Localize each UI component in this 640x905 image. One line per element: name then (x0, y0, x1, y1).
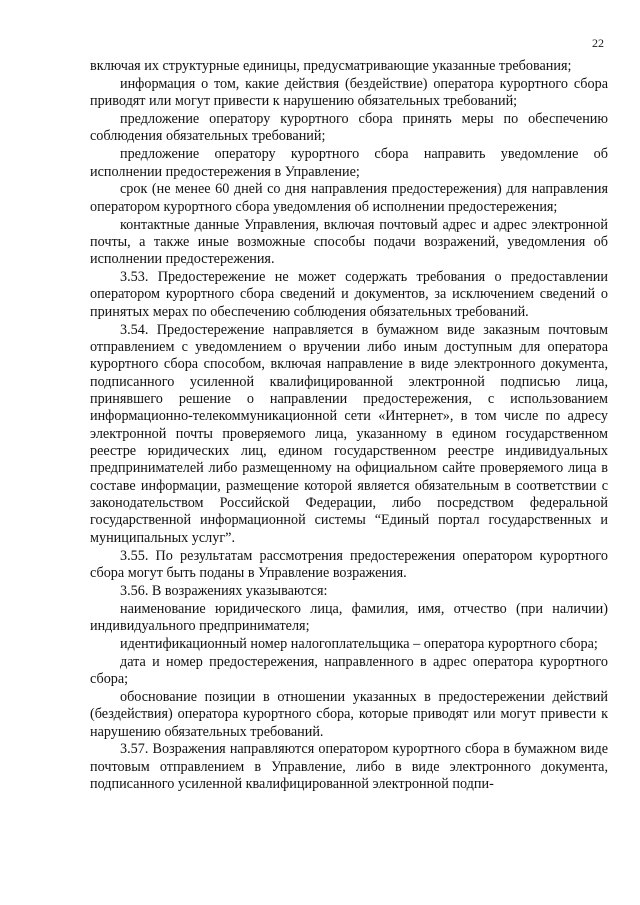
paragraph-5: срок (не менее 60 дней со дня направления предостережения) для направления оператором курортного сбора уведомления об исполнении предостережения; (90, 181, 608, 215)
paragraph-2: информация о том, какие действия (бездействие) оператора курортного сбора приводят или могут привести к нарушению обязательных требований; (90, 75, 608, 110)
paragraph-14: обоснование позиции в отношении указанных в предостережении действий (бездействия) оператора курортного сбора, которые приводят или могут привести к нарушению обязательных требований. (90, 688, 608, 740)
paragraph-1: включая их структурные единицы, предусматривающие указанные требования; (90, 58, 572, 74)
paragraph-3: предложение оператору курортного сбора принять меры по обеспечению соблюдения обязательных требований; (90, 111, 608, 145)
paragraph-12: идентификационный номер налогоплательщика – оператора курортного сбора; (120, 635, 598, 652)
document-body (90, 58, 608, 794)
paragraph-6: контактные данные Управления, включая почтовый адрес и адрес электронной почты, а также иные возможные способы подачи возражений, уведомления об исполнении предостережения. (90, 216, 608, 268)
page-number: 22 (592, 36, 604, 50)
paragraph-3-56: 3.56. В возражениях указываются: (120, 582, 328, 599)
paragraph-3-53: 3.53. Предостережение не может содержать требования о предоставлении оператором курортного сбора сведений и документов, за исключением сведений о принятых мерах по обеспечению соблюдения обязательных требований. (90, 269, 608, 320)
paragraph-13: дата и номер предостережения, направленного в адрес оператора курортного сбора; (90, 653, 608, 688)
paragraph-3-54: 3.54. Предостережение направляется в бумажном виде заказным почтовым отправлением с уведомлением о вручении либо иным доступным для оператора курортного сбора способом, включая направление в виде электронного документа, подписанного усиленной квалифицированной электронной подписью лица, принявшего решение о направлении предостережения, с использованием информационно-телекоммуникационной сети «Интернет», в том числе по адресу электронной почты проверяемого лица, указанному в едином государственном реестре юридических лиц, едином государственном реестре индивидуальных предпринимателей либо размещенному на официальном сайте проверяемого лица в составе информации, размещение которой является обязательным в соответствии с законодательством Российской Федерации, либо посредством федеральной государственной информационной системы “Единый портал государственных и муниципальных услуг”. (90, 321, 608, 546)
paragraph-3-55: 3.55. По результатам рассмотрения предостережения оператором курортного сбора могут быть поданы в Управление возражения. (90, 547, 608, 581)
paragraph-4: предложение оператору курортного сбора направить уведомление об исполнении предостережения в Управление; (90, 146, 608, 180)
paragraph-11: наименование юридического лица, фамилия, имя, отчество (при наличии) индивидуального предпринимателя; (90, 600, 608, 634)
paragraph-3-57: 3.57. Возражения направляются оператором курортного сбора в бумажном виде почтовым отправлением в Управление, либо в виде электронного документа, подписанного усиленной квалифицированной электронной подпи- (90, 741, 608, 793)
